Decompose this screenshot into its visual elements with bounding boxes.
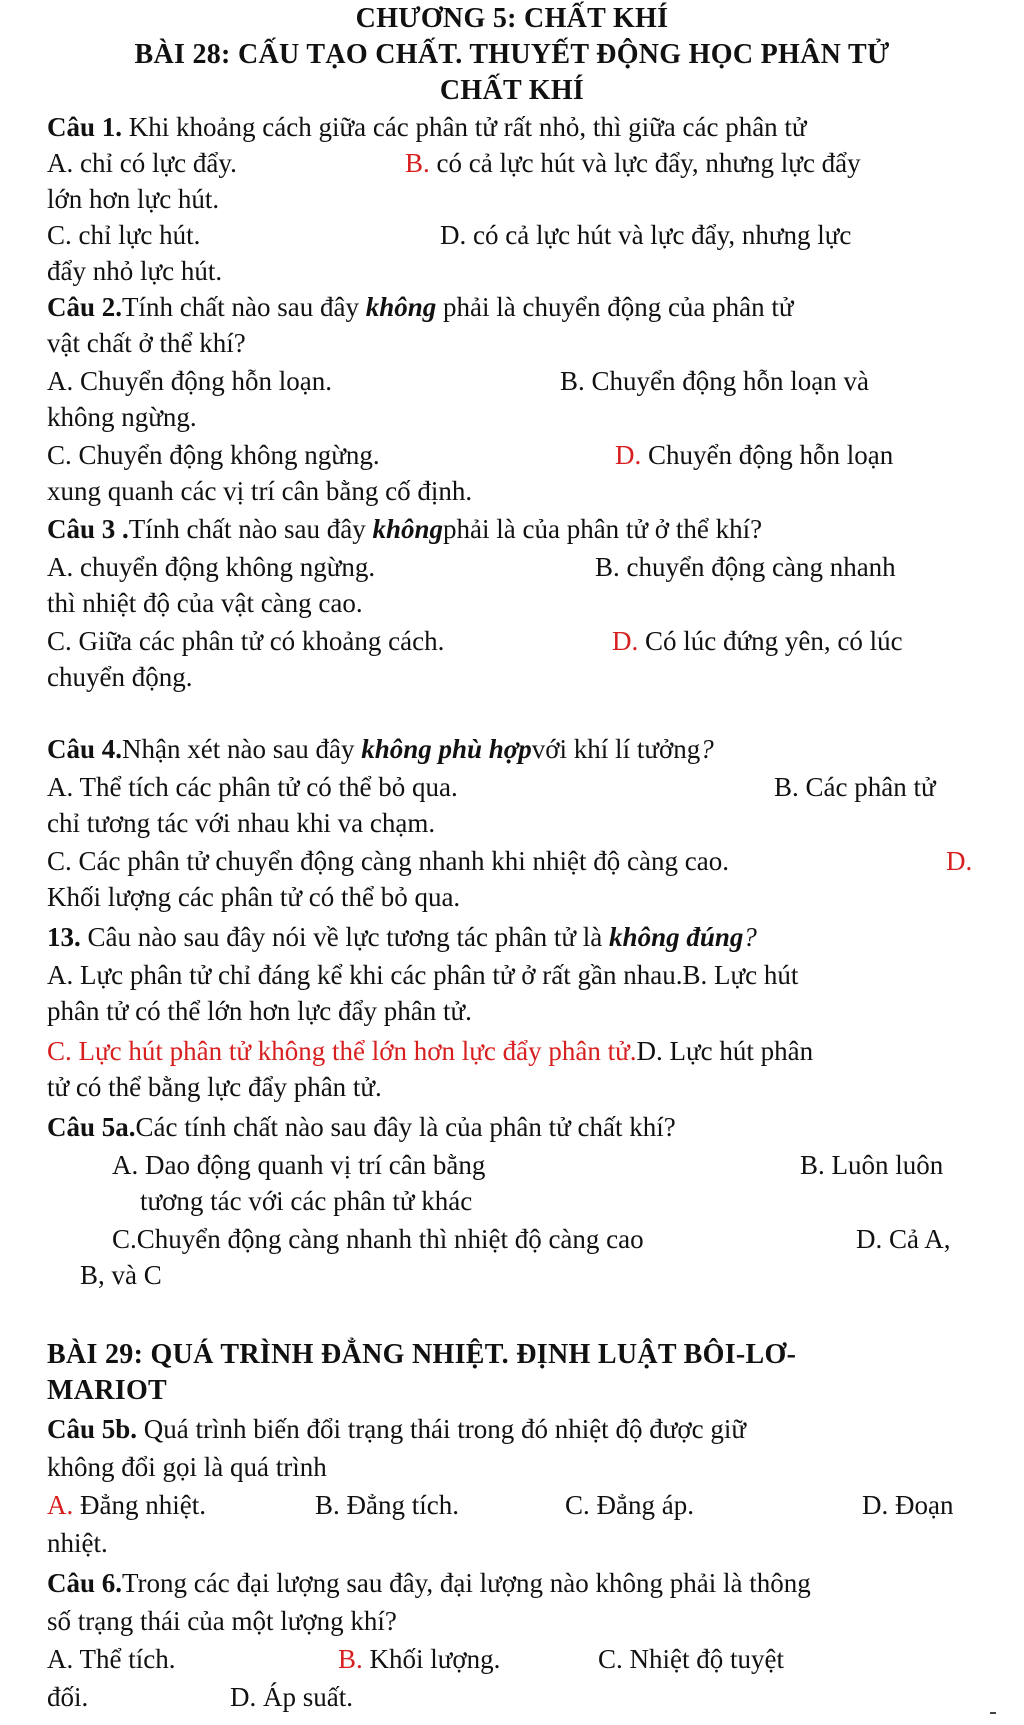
q13-options-ab: A. Lực phân tử chỉ đáng kể khi các phân tử ở rất gần nhau.B. Lực hút [47,960,799,990]
q6-stem: Câu 6.Trong các đại lượng sau đây, đại lượng nào không phải là thông [47,1568,811,1598]
q4-label: Câu 4. [47,734,123,764]
q1-answer-letter: B. [405,148,430,178]
q4-answer-letter: D. [946,846,973,876]
q5b-stem: Câu 5b. Quá trình biến đổi trạng thái trong đó nhiệt độ được giữ [47,1414,746,1444]
q1-option-b-cont: lớn hơn lực hút. [47,184,220,214]
q3-stem: Câu 3 .Tính chất nào sau đây khôngphải là của phân tử ở thể khí? [47,514,763,544]
q5a-option-b-cont: tương tác với các phân tử khác [140,1186,473,1216]
q5b-option-d-cont: nhiệt. [47,1528,108,1558]
q3-option-d-cont: chuyển động. [47,662,193,692]
q2-stem: Câu 2.Tính chất nào sau đây không phải là chuyển động của phân tử [47,292,794,322]
q3-answer-letter: D. [612,626,639,656]
q6-option-c: C. Nhiệt độ tuyệt [598,1644,784,1674]
lesson-29-title-cont: MARIOT [47,1375,168,1406]
q5a-option-d: D. Cả A, [856,1224,951,1254]
q2-option-d: D. Chuyển động hỗn loạn [615,440,894,470]
lesson-28-title-cont: CHẤT KHÍ [439,75,585,106]
q3-label: Câu 3 . [47,514,129,544]
q3-option-b-cont: thì nhiệt độ của vật càng cao. [47,588,363,618]
q6-option-c-cont: đối. [47,1682,89,1712]
q6-option-b: B. Khối lượng. [338,1644,501,1674]
q4-option-a: A. Thể tích các phân tử có thể bỏ qua. [47,772,458,802]
q5b-label: Câu 5b. [47,1414,138,1444]
q6-option-d: D. Áp suất. [230,1682,353,1712]
q3-option-a: A. chuyển động không ngừng. [47,552,376,582]
q1-stem: Câu 1. Khi khoảng cách giữa các phân tử rất nhỏ, thì giữa các phân tử [47,112,807,142]
q2-option-a: A. Chuyển động hỗn loạn. [47,366,332,396]
q4-stem: Câu 4.Nhận xét nào sau đây không phù hợpvới khí lí tưởng? [47,734,714,764]
q5b-option-b: B. Đẳng tích. [315,1490,459,1520]
q1-option-c: C. chỉ lực hút. [47,220,201,250]
q2-answer-letter: D. [615,440,642,470]
q5b-stem-cont: không đổi gọi là quá trình [47,1452,327,1482]
q5b-answer-letter: A. [47,1490,74,1520]
q6-option-a: A. Thể tích. [47,1644,176,1674]
lesson-28-title: BÀI 28: CẤU TẠO CHẤT. THUYẾT ĐỘNG HỌC PHÂN TỬ [134,39,890,70]
q1-option-d-cont: đẩy nhỏ lực hút. [47,256,223,286]
q5b-option-a: A. Đẳng nhiệt. [47,1490,206,1520]
q13-options-cd-cont: tử có thể bằng lực đẩy phân tử. [47,1072,382,1102]
chapter-title: CHƯƠNG 5: CHẤT KHÍ [355,3,669,34]
q5a-option-c: C.Chuyển động càng nhanh thì nhiệt độ càng cao [112,1224,644,1254]
q3-option-c: C. Giữa các phân tử có khoảng cách. [47,626,445,656]
q13-stem: 13. Câu nào sau đây nói về lực tương tác phân tử là không đúng? [47,922,757,952]
q2-option-b: B. Chuyển động hỗn loạn và [560,366,869,396]
q5a-option-d-cont: B, và C [80,1260,162,1290]
q2-stem-cont: vật chất ở thể khí? [47,328,246,358]
q4-option-d-cont: Khối lượng các phân tử có thể bỏ qua. [47,882,461,912]
q13-answer-option: C. Lực hút phân tử không thể lớn hơn lực đẩy phân tử. [47,1036,637,1066]
q3-option-d: D. Có lúc đứng yên, có lúc [612,626,903,656]
q4-option-b-cont: chỉ tương tác với nhau khi va chạm. [47,808,436,838]
q5a-option-a: A. Dao động quanh vị trí cân bằng [112,1150,486,1180]
q6-label: Câu 6. [47,1568,123,1598]
q5b-option-d: D. Đoạn [862,1490,954,1520]
q1-label: Câu 1. [47,112,123,142]
lesson-29-title: BÀI 29: QUÁ TRÌNH ĐẲNG NHIỆT. ĐỊNH LUẬT BÔI-LƠ- [47,1339,797,1370]
q13-options-ab-cont: phân tử có thể lớn hơn lực đẩy phân tử. [47,996,472,1026]
q5b-option-c: C. Đẳng áp. [565,1490,694,1520]
q2-label: Câu 2. [47,292,123,322]
q2-option-b-cont: không ngừng. [47,402,197,432]
q4-option-c: C. Các phân tử chuyển động càng nhanh khi nhiệt độ càng cao. [47,846,729,876]
q3-option-b: B. chuyển động càng nhanh [595,552,896,582]
q6-stem-cont: số trạng thái của một lượng khí? [47,1606,397,1636]
q1-option-b: B. có cả lực hút và lực đẩy, nhưng lực đẩy [405,148,861,178]
q2-option-c: C. Chuyển động không ngừng. [47,440,380,470]
q5a-option-b: B. Luôn luôn [800,1150,944,1180]
q4-option-b: B. Các phân tử [774,772,936,802]
q5a-stem: Câu 5a.Các tính chất nào sau đây là của phân tử chất khí? [47,1112,676,1142]
page-edge-mark [990,1712,996,1714]
q2-option-d-cont: xung quanh các vị trí cân bằng cố định. [47,476,473,506]
q13-label: 13. [47,922,81,952]
q6-answer-letter: B. [338,1644,363,1674]
q1-option-d: D. có cả lực hút và lực đẩy, nhưng lực [440,220,852,250]
q1-option-a: A. chỉ có lực đẩy. [47,148,237,178]
q5a-label: Câu 5a. [47,1112,136,1142]
q13-options-cd: C. Lực hút phân tử không thể lớn hơn lực đẩy phân tử.D. Lực hút phân [47,1036,814,1066]
